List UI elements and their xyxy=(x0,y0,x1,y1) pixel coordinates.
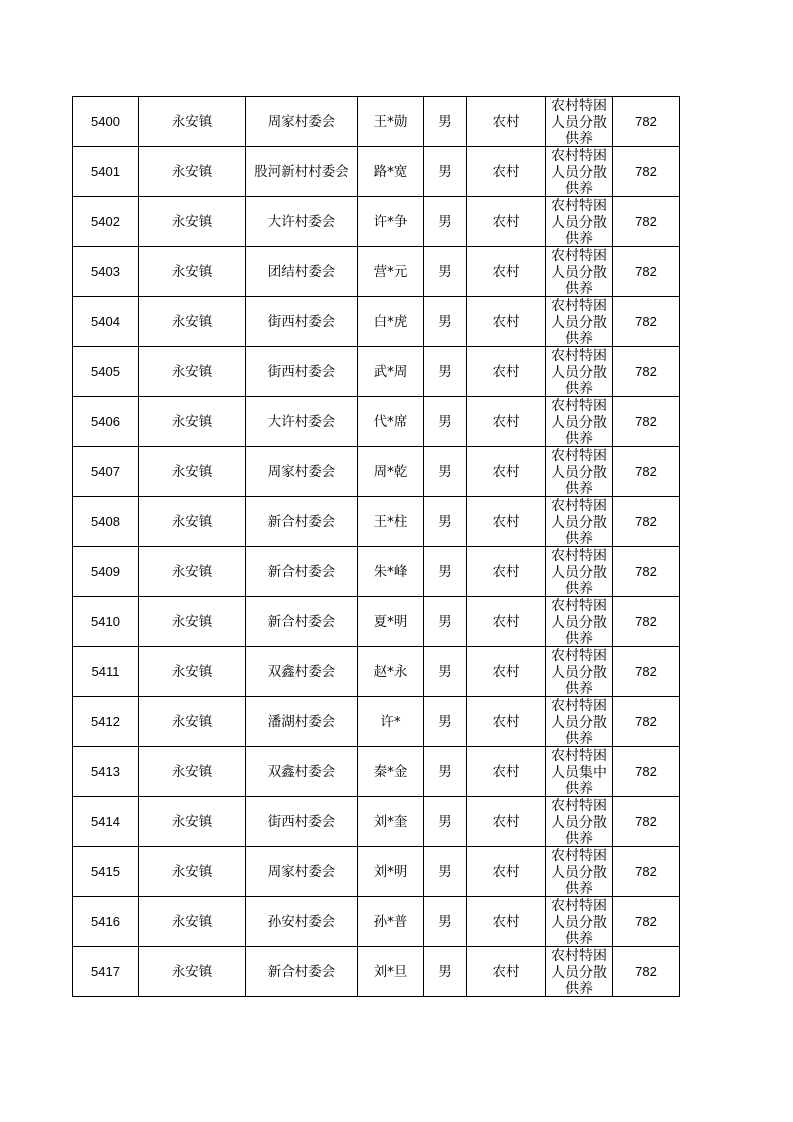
cell-village-committee: 周家村委会 xyxy=(246,447,358,497)
cell-support-category xyxy=(546,297,613,347)
cell-gender: 男 xyxy=(424,647,467,697)
table-row xyxy=(73,297,680,347)
cell-town: 永安镇 xyxy=(139,747,246,797)
cell-town: 永安镇 xyxy=(139,597,246,647)
support-category-text: 农村特困人员分散供养 xyxy=(551,698,607,745)
cell-amount: 782 xyxy=(613,747,680,797)
cell-serial-number: 5411 xyxy=(73,647,139,697)
cell-amount: 782 xyxy=(613,647,680,697)
table-row xyxy=(73,547,680,597)
cell-area-type: 农村 xyxy=(467,447,546,497)
cell-gender: 男 xyxy=(424,97,467,147)
cell-serial-number: 5414 xyxy=(73,797,139,847)
cell-person-name: 武*周 xyxy=(358,347,424,397)
table-row xyxy=(73,647,680,697)
table-row xyxy=(73,847,680,897)
cell-amount: 782 xyxy=(613,797,680,847)
cell-area-type: 农村 xyxy=(467,297,546,347)
cell-town: 永安镇 xyxy=(139,797,246,847)
cell-village-committee: 街西村委会 xyxy=(246,797,358,847)
cell-gender: 男 xyxy=(424,347,467,397)
cell-town: 永安镇 xyxy=(139,447,246,497)
cell-gender: 男 xyxy=(424,847,467,897)
cell-support-category xyxy=(546,747,613,797)
cell-area-type: 农村 xyxy=(467,547,546,597)
cell-serial-number: 5403 xyxy=(73,247,139,297)
table-row xyxy=(73,497,680,547)
cell-village-committee: 大许村委会 xyxy=(246,397,358,447)
cell-town: 永安镇 xyxy=(139,697,246,747)
cell-person-name: 刘*旦 xyxy=(358,947,424,997)
cell-gender: 男 xyxy=(424,547,467,597)
cell-town: 永安镇 xyxy=(139,347,246,397)
cell-serial-number: 5406 xyxy=(73,397,139,447)
cell-area-type: 农村 xyxy=(467,147,546,197)
cell-serial-number: 5415 xyxy=(73,847,139,897)
cell-amount: 782 xyxy=(613,847,680,897)
support-category-text: 农村特困人员分散供养 xyxy=(551,498,607,545)
relief-roster-table xyxy=(72,96,680,997)
cell-town: 永安镇 xyxy=(139,647,246,697)
cell-amount: 782 xyxy=(613,297,680,347)
cell-person-name: 代*席 xyxy=(358,397,424,447)
cell-village-committee: 股河新村村委会 xyxy=(246,147,358,197)
cell-village-committee: 新合村委会 xyxy=(246,597,358,647)
cell-person-name: 白*虎 xyxy=(358,297,424,347)
cell-support-category xyxy=(546,847,613,897)
table-row xyxy=(73,797,680,847)
cell-town: 永安镇 xyxy=(139,847,246,897)
cell-serial-number: 5404 xyxy=(73,297,139,347)
cell-area-type: 农村 xyxy=(467,847,546,897)
cell-support-category xyxy=(546,447,613,497)
table-row xyxy=(73,97,680,147)
cell-person-name: 夏*明 xyxy=(358,597,424,647)
support-category-text: 农村特困人员分散供养 xyxy=(551,448,607,495)
cell-town: 永安镇 xyxy=(139,497,246,547)
cell-amount: 782 xyxy=(613,597,680,647)
cell-area-type: 农村 xyxy=(467,97,546,147)
cell-village-committee: 大许村委会 xyxy=(246,197,358,247)
cell-person-name: 王*勋 xyxy=(358,97,424,147)
table-row xyxy=(73,347,680,397)
cell-person-name: 周*乾 xyxy=(358,447,424,497)
table-row xyxy=(73,897,680,947)
cell-town: 永安镇 xyxy=(139,197,246,247)
cell-gender: 男 xyxy=(424,147,467,197)
cell-village-committee: 街西村委会 xyxy=(246,347,358,397)
cell-amount: 782 xyxy=(613,347,680,397)
cell-amount: 782 xyxy=(613,447,680,497)
cell-town: 永安镇 xyxy=(139,247,246,297)
cell-town: 永安镇 xyxy=(139,397,246,447)
cell-person-name: 朱*峰 xyxy=(358,547,424,597)
support-category-text: 农村特困人员分散供养 xyxy=(551,298,607,345)
cell-person-name: 许*争 xyxy=(358,197,424,247)
support-category-text: 农村特困人员分散供养 xyxy=(551,198,607,245)
cell-support-category xyxy=(546,497,613,547)
cell-town: 永安镇 xyxy=(139,897,246,947)
cell-serial-number: 5412 xyxy=(73,697,139,747)
cell-support-category xyxy=(546,247,613,297)
cell-person-name: 秦*金 xyxy=(358,747,424,797)
cell-gender: 男 xyxy=(424,697,467,747)
cell-village-committee: 周家村委会 xyxy=(246,97,358,147)
cell-gender: 男 xyxy=(424,897,467,947)
cell-person-name: 刘*明 xyxy=(358,847,424,897)
cell-area-type: 农村 xyxy=(467,347,546,397)
table-row xyxy=(73,247,680,297)
cell-amount: 782 xyxy=(613,147,680,197)
cell-village-committee: 新合村委会 xyxy=(246,547,358,597)
support-category-text: 农村特困人员分散供养 xyxy=(551,848,607,895)
support-category-text: 农村特困人员分散供养 xyxy=(551,98,607,145)
cell-support-category xyxy=(546,897,613,947)
cell-serial-number: 5405 xyxy=(73,347,139,397)
support-category-text: 农村特困人员分散供养 xyxy=(551,248,607,295)
cell-village-committee: 孙安村委会 xyxy=(246,897,358,947)
cell-gender: 男 xyxy=(424,947,467,997)
cell-village-committee: 潘湖村委会 xyxy=(246,697,358,747)
cell-serial-number: 5416 xyxy=(73,897,139,947)
cell-support-category xyxy=(546,797,613,847)
cell-person-name: 赵*永 xyxy=(358,647,424,697)
cell-serial-number: 5407 xyxy=(73,447,139,497)
table-row xyxy=(73,147,680,197)
table-row xyxy=(73,447,680,497)
cell-amount: 782 xyxy=(613,497,680,547)
support-category-text: 农村特困人员分散供养 xyxy=(551,548,607,595)
cell-person-name: 刘*奎 xyxy=(358,797,424,847)
cell-person-name: 王*柱 xyxy=(358,497,424,547)
cell-area-type: 农村 xyxy=(467,247,546,297)
table-row xyxy=(73,397,680,447)
cell-town: 永安镇 xyxy=(139,147,246,197)
cell-village-committee: 周家村委会 xyxy=(246,847,358,897)
cell-serial-number: 5401 xyxy=(73,147,139,197)
cell-gender: 男 xyxy=(424,797,467,847)
cell-serial-number: 5413 xyxy=(73,747,139,797)
cell-amount: 782 xyxy=(613,697,680,747)
cell-support-category xyxy=(546,547,613,597)
cell-amount: 782 xyxy=(613,547,680,597)
support-category-text: 农村特困人员分散供养 xyxy=(551,598,607,645)
cell-serial-number: 5402 xyxy=(73,197,139,247)
cell-serial-number: 5409 xyxy=(73,547,139,597)
cell-support-category xyxy=(546,347,613,397)
cell-amount: 782 xyxy=(613,897,680,947)
cell-town: 永安镇 xyxy=(139,97,246,147)
cell-person-name: 许* xyxy=(358,697,424,747)
cell-support-category xyxy=(546,97,613,147)
cell-area-type: 农村 xyxy=(467,747,546,797)
cell-area-type: 农村 xyxy=(467,497,546,547)
cell-village-committee: 双鑫村委会 xyxy=(246,747,358,797)
cell-gender: 男 xyxy=(424,597,467,647)
cell-person-name: 营*元 xyxy=(358,247,424,297)
cell-town: 永安镇 xyxy=(139,297,246,347)
cell-amount: 782 xyxy=(613,247,680,297)
support-category-text: 农村特困人员分散供养 xyxy=(551,648,607,695)
cell-serial-number: 5417 xyxy=(73,947,139,997)
cell-amount: 782 xyxy=(613,197,680,247)
table-row xyxy=(73,197,680,247)
cell-area-type: 农村 xyxy=(467,597,546,647)
cell-village-committee: 街西村委会 xyxy=(246,297,358,347)
support-category-text: 农村特困人员分散供养 xyxy=(551,898,607,945)
cell-gender: 男 xyxy=(424,397,467,447)
table-body xyxy=(73,97,680,997)
cell-gender: 男 xyxy=(424,747,467,797)
cell-area-type: 农村 xyxy=(467,697,546,747)
cell-gender: 男 xyxy=(424,247,467,297)
support-category-text: 农村特困人员分散供养 xyxy=(551,948,607,995)
table-row xyxy=(73,697,680,747)
cell-support-category xyxy=(546,647,613,697)
cell-village-committee: 团结村委会 xyxy=(246,247,358,297)
cell-area-type: 农村 xyxy=(467,197,546,247)
cell-support-category xyxy=(546,397,613,447)
cell-town: 永安镇 xyxy=(139,947,246,997)
cell-village-committee: 新合村委会 xyxy=(246,497,358,547)
support-category-text: 农村特困人员分散供养 xyxy=(551,398,607,445)
cell-area-type: 农村 xyxy=(467,797,546,847)
cell-support-category xyxy=(546,197,613,247)
cell-gender: 男 xyxy=(424,297,467,347)
cell-gender: 男 xyxy=(424,447,467,497)
cell-person-name: 路*宽 xyxy=(358,147,424,197)
cell-gender: 男 xyxy=(424,497,467,547)
cell-area-type: 农村 xyxy=(467,947,546,997)
cell-amount: 782 xyxy=(613,397,680,447)
cell-village-committee: 双鑫村委会 xyxy=(246,647,358,697)
cell-support-category xyxy=(546,147,613,197)
cell-town: 永安镇 xyxy=(139,547,246,597)
cell-support-category xyxy=(546,697,613,747)
support-category-text: 农村特困人员集中供养 xyxy=(551,748,607,795)
cell-amount: 782 xyxy=(613,947,680,997)
table-row xyxy=(73,947,680,997)
cell-serial-number: 5408 xyxy=(73,497,139,547)
table-row xyxy=(73,597,680,647)
cell-area-type: 农村 xyxy=(467,397,546,447)
cell-support-category xyxy=(546,947,613,997)
cell-serial-number: 5410 xyxy=(73,597,139,647)
cell-area-type: 农村 xyxy=(467,897,546,947)
cell-gender: 男 xyxy=(424,197,467,247)
cell-person-name: 孙*普 xyxy=(358,897,424,947)
support-category-text: 农村特困人员分散供养 xyxy=(551,348,607,395)
table-row xyxy=(73,747,680,797)
cell-amount: 782 xyxy=(613,97,680,147)
cell-village-committee: 新合村委会 xyxy=(246,947,358,997)
cell-serial-number: 5400 xyxy=(73,97,139,147)
support-category-text: 农村特困人员分散供养 xyxy=(551,798,607,845)
cell-support-category xyxy=(546,597,613,647)
cell-area-type: 农村 xyxy=(467,647,546,697)
support-category-text: 农村特困人员分散供养 xyxy=(551,148,607,195)
